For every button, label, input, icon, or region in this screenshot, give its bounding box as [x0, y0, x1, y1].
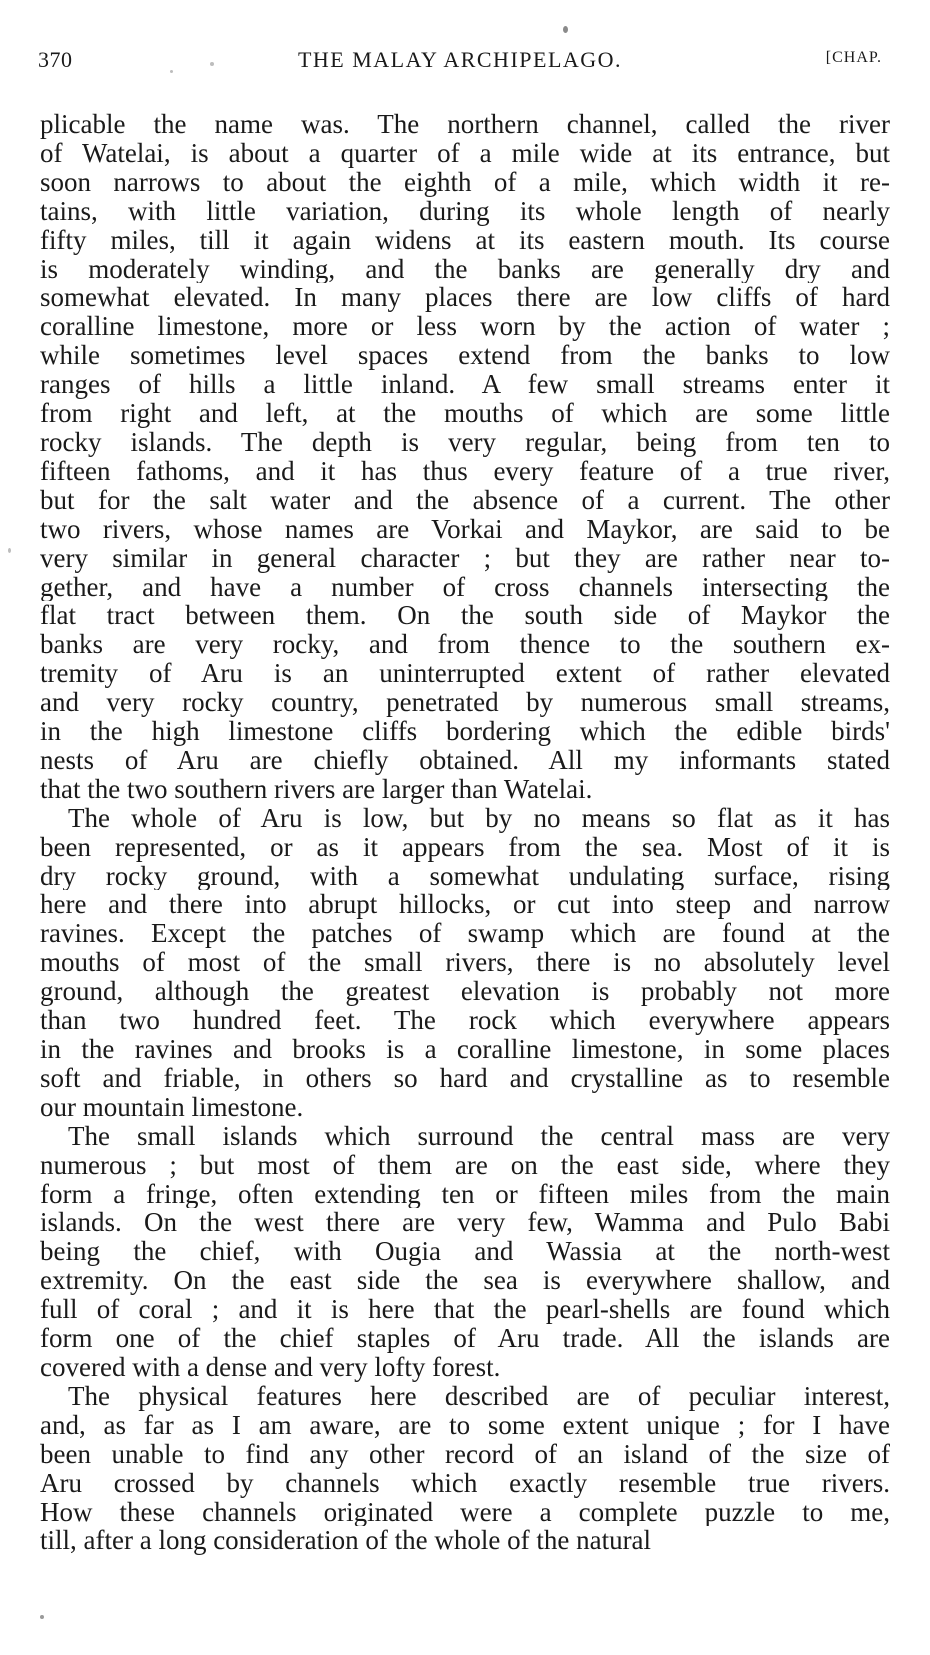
text-line: while sometimes level spaces extend from the banks to low [40, 341, 890, 371]
text-line: covered with a dense and very lofty forest. [40, 1352, 501, 1382]
running-header [38, 47, 882, 77]
text-line: in the ravines and brooks is a coralline limestone, in some places [40, 1035, 890, 1064]
text-line: tains, with little variation, during its whole length of nearly [40, 196, 890, 226]
text-line: somewhat elevated. In many places there are low cliffs of hard [40, 283, 890, 313]
text-line: ranges of hills a little inland. A few small streams enter it [40, 370, 890, 400]
chapter-label: [CHAP. [825, 49, 882, 66]
text-line: fifteen fathoms, and it has thus every feature of a true river, [40, 456, 890, 486]
text-line: ravines. Except the patches of swamp which are found at the [40, 919, 890, 949]
text-line: been unable to find any other record of an island of the size of [40, 1439, 890, 1469]
text-line: fifty miles, till it again widens at its eastern mouth. Its course [40, 225, 890, 255]
text-line: The physical features here described are of peculiar interest, [68, 1381, 890, 1411]
text-line: but for the salt water and the absence of a current. The other [40, 485, 890, 515]
text-line: soft and friable, in others so hard and crystalline as to resemble [40, 1063, 890, 1093]
text-line: coralline limestone, more or less worn by the action of water ; [40, 312, 890, 342]
text-line: and very rocky country, penetrated by numerous small streams, [40, 688, 890, 718]
text-line: being the chief, with Ougia and Wassia at the north-west [40, 1237, 890, 1267]
text-line: full of coral ; and it is here that the pearl-shells are found which [40, 1295, 890, 1325]
text-line: rocky islands. The depth is very regular, being from ten to [40, 427, 890, 457]
text-line: is moderately winding, and the banks are generally dry and [40, 254, 890, 284]
text-line: of Watelai, is about a quarter of a mile wide at its entrance, but [40, 138, 890, 168]
text-line: The whole of Aru is low, but by no means so flat as it has [68, 803, 890, 833]
text-line: gether, and have a number of cross channels intersecting the [40, 572, 890, 602]
text-line: than two hundred feet. The rock which everywhere appears [40, 1006, 890, 1035]
text-line: ground, although the greatest elevation is probably not more [40, 977, 890, 1007]
text-line: that the two southern rivers are larger than Watelai. [40, 774, 593, 804]
text-line: extremity. On the east side the sea is everywhere shallow, and [40, 1266, 890, 1296]
paragraph [40, 804, 890, 1122]
text-line: flat tract between them. On the south side of Maykor the [40, 601, 890, 631]
text-line: our mountain limestone. [40, 1092, 304, 1122]
text-line: two rivers, whose names are Vorkai and Maykor, are said to be [40, 514, 890, 544]
page-number: 370 [38, 47, 73, 72]
text-line: dry rocky ground, with a somewhat undulating surface, rising [40, 861, 890, 891]
text-line: How these channels originated were a complete puzzle to me, [40, 1497, 890, 1527]
ink-speck [40, 1615, 44, 1619]
text-line: from right and left, at the mouths of which are some little [40, 399, 890, 428]
text-line: The small islands which surround the central mass are very [68, 1121, 890, 1151]
text-line: very similar in general character ; but they are rather near to- [40, 543, 890, 573]
text-line: till, after a long consideration of the whole of the natural [40, 1526, 652, 1556]
text-line: soon narrows to about the eighth of a mile, which width it re- [40, 167, 890, 197]
text-line: in the high limestone cliffs bordering which the edible birds' [40, 717, 890, 746]
text-line: form a fringe, often extending ten or fifteen miles from the main [40, 1179, 890, 1209]
text-line: been represented, or as it appears from the sea. Most of it is [40, 832, 890, 862]
text-line: tremity of Aru is an uninterrupted extent of rather elevated [40, 659, 890, 689]
text-line: form one of the chief staples of Aru trade. All the islands are [40, 1324, 890, 1353]
ink-speck [8, 548, 11, 553]
paragraph [40, 110, 890, 804]
text-line: here and there into abrupt hillocks, or cut into steep and narrow [40, 890, 890, 920]
text-line: numerous ; but most of them are on the east side, where they [40, 1150, 890, 1180]
text-line: mouths of most of the small rivers, there is no absolutely level [40, 948, 890, 978]
paragraph [40, 1122, 890, 1382]
text-line: and, as far as I am aware, are to some extent unique ; for I have [40, 1410, 890, 1440]
text-line: Aru crossed by channels which exactly resemble true rivers. [40, 1468, 890, 1498]
text-line: nests of Aru are chiefly obtained. All my informants stated [40, 745, 890, 775]
paragraph [40, 1382, 890, 1555]
text-line: islands. On the west there are very few, Wamma and Pulo Babi [40, 1208, 890, 1238]
text-line: plicable the name was. The northern channel, called the river [40, 110, 890, 139]
book-title: THE MALAY ARCHIPELAGO. [297, 47, 623, 72]
body-text [40, 110, 890, 1555]
ink-speck [563, 26, 568, 33]
text-line: banks are very rocky, and from thence to the southern ex- [40, 630, 890, 660]
